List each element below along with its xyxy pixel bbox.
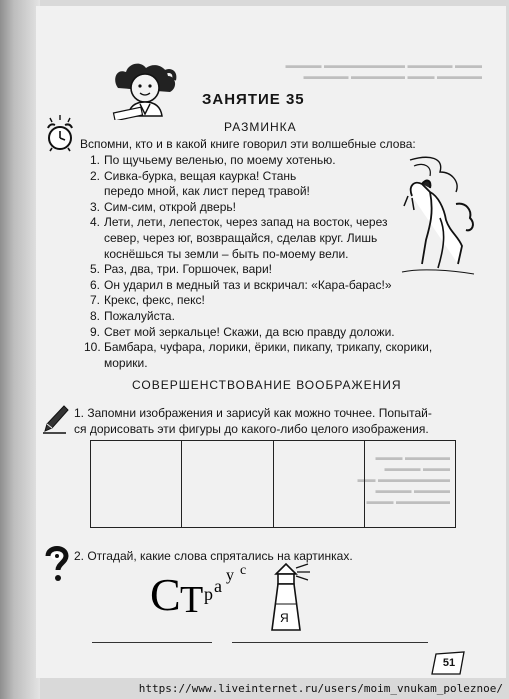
item-number: 9. — [89, 324, 100, 339]
bleed-through-decoration: ▬▬▬▬▬ ▬▬▬ ▬▬▬ ▬▬▬▬ ▬▬▬▬▬▬▬▬ ▬▬ ▬▬▬▬ ▬▬▬▬ ▬▬▬▬▬▬ ▬▬▬ — [357, 452, 450, 506]
letter-puzzle-1 — [150, 560, 260, 618]
item-number: 8. — [89, 308, 100, 323]
drawing-cell[interactable] — [91, 441, 182, 527]
list-item — [84, 200, 409, 216]
item-text: Лети, лети, лепесток, через запад на восток, через север, через юг, возвращайся, сделав круг. Лишь коснёшься ты земли – быть по-моему вели. — [104, 215, 388, 261]
list-item — [84, 169, 324, 200]
item-text: Пожалуйста. — [104, 308, 175, 323]
drawing-grid — [90, 440, 456, 528]
answer-line[interactable] — [92, 642, 212, 643]
drawing-cell[interactable] — [365, 441, 455, 527]
list-item — [84, 153, 409, 169]
item-text: Раз, два, три. Горшочек, вари! — [104, 262, 272, 277]
imagination-heading: СОВЕРШЕНСТВОВАНИЕ ВООБРАЖЕНИЯ — [132, 378, 402, 392]
horse-icon — [400, 152, 476, 280]
item-number: 6. — [89, 277, 100, 292]
item-number: 4. — [89, 215, 100, 230]
item-text: Сим-сим, открой дверь! — [104, 199, 236, 214]
puzzle-letter: Я — [280, 611, 289, 625]
item-number: 7. — [89, 293, 100, 308]
spell-list — [84, 153, 433, 371]
task2: 2. Отгадай, какие слова спрятались на картинках. — [74, 549, 353, 563]
alarm-clock-icon — [44, 114, 76, 152]
warmup-intro: Вспомни, кто и в какой книге говорил эти волшебные слова: — [80, 137, 416, 151]
item-text: По щучьему веленью, по моему хотенью. — [104, 153, 336, 167]
list-item — [84, 340, 444, 371]
item-number: 3. — [89, 199, 100, 214]
drawing-cell[interactable] — [182, 441, 273, 527]
page-number: 51 — [442, 657, 456, 669]
item-text: Сивка-бурка, вещая каурка! Стань передо мной, как лист перед травой! — [104, 168, 310, 199]
lighthouse-puzzle — [264, 560, 320, 632]
item-text: Он ударил в медный таз и вскричал: «Кара-барас!» — [104, 277, 392, 292]
drawing-cell[interactable] — [274, 441, 365, 527]
bleed-through-decoration: ▬▬▬ ▬▬▬▬▬ ▬▬▬▬▬▬▬▬▬ ▬▬▬▬ ▬▬▬▬▬ ▬▬▬ ▬▬▬▬▬▬ ▬▬▬▬▬ — [285, 60, 482, 81]
warmup-heading: РАЗМИНКА — [224, 120, 297, 134]
puzzle-letter: С — [150, 569, 181, 618]
task1-line1: 1. Запомни изображения и зарисуй как можно точнее. Попытай- — [74, 406, 432, 420]
item-number: 5. — [89, 262, 100, 277]
item-number: 10. — [84, 340, 101, 355]
book-spine-shadow — [0, 0, 40, 699]
list-item — [84, 309, 409, 325]
list-item — [84, 325, 474, 341]
footer-url[interactable]: https://www.liveinternet.ru/users/moim_vnukam_poleznoe/ — [138, 682, 503, 695]
item-text: Свет мой зеркальце! Скажи, да всю правду доложи. — [104, 324, 395, 339]
list-item — [84, 278, 409, 294]
answer-line[interactable] — [332, 642, 428, 643]
item-number: 1. — [89, 153, 100, 167]
task1-line2: ся дорисовать эти фигуры до какого-либо целого изображения. — [74, 422, 429, 436]
girl-reading-icon — [110, 58, 180, 120]
puzzle-letter: р — [204, 584, 213, 604]
list-item — [84, 262, 409, 278]
puzzle-letter: Т — [180, 579, 204, 618]
list-item — [84, 215, 394, 262]
question-eye-icon — [42, 544, 72, 584]
puzzle-letter: у — [226, 567, 234, 584]
puzzle-letter: с — [240, 563, 247, 578]
lesson-title: ЗАНЯТИЕ 35 — [202, 91, 305, 108]
puzzle-letter: а — [214, 576, 222, 596]
pencil-icon — [42, 404, 70, 434]
list-item — [84, 293, 409, 309]
item-text: Крекс, фекс, пекс! — [104, 293, 205, 308]
item-text: Бамбара, чуфара, лорики, ёрики, пикапу, трикапу, скорики, морики. — [104, 340, 433, 370]
item-number: 2. — [89, 168, 100, 183]
